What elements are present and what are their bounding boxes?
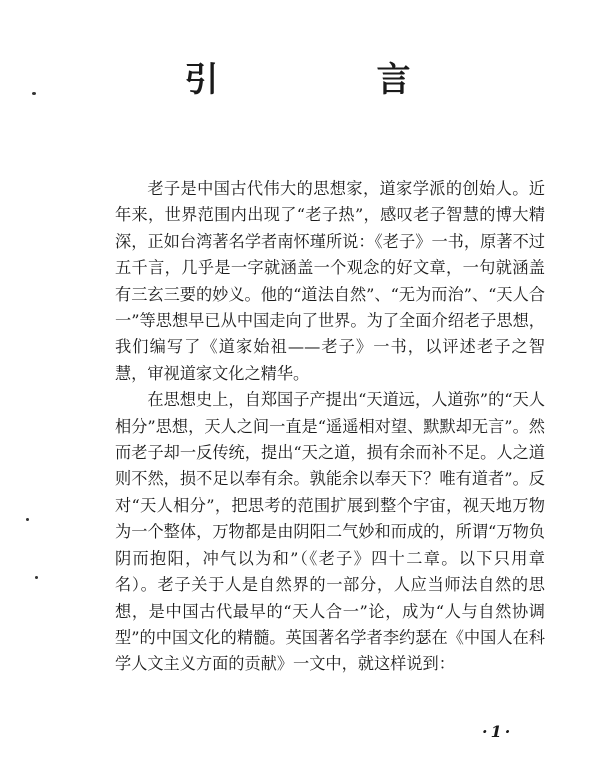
page-title: 引 言 — [184, 60, 473, 100]
page-number: ·1· — [482, 722, 514, 741]
scan-speck — [35, 576, 38, 579]
scan-speck — [26, 518, 29, 521]
paragraph: 老子是中国古代伟大的思想家，道家学派的创始人。近年来，世界范围内出现了“老子热”，感叹老子智慧的博大精深，正如台湾著名学者南怀瑾所说：《老子》一书，原著不过五千言，几乎是一字就涵盖一个观念的好文章，一句就涵盖有三玄三要的妙义。他的“道法自然”、“无为而治”、“天人合一”等思想早已从中国走向了世界。为了全面介绍老子思想，我们编写了《道家始祖——老子》一书，以评述老子之智慧，审视道家文化之精华。 — [115, 179, 545, 383]
body-text — [115, 176, 545, 678]
paragraph: 在思想史上，自郑国子产提出“天道远，人道弥”的“天人相分”思想，天人之间一直是“遥遥相对望、默默却无言”。然而老子却一反传统，提出“天之道，损有余而补不足。人之道则不然，损不足以奉有余。孰能余以奉天下？唯有道者”。反对“天人相分”，把思考的范围扩展到整个宇宙，视天地万物为一个整体，万物都是由阴阳二气妙和而成的，所谓“万物负阴而抱阳，冲气以为和”（《老子》四十二章。以下只用章名）。老子关于人是自然界的一部分，人应当师法自然的思想，是中国古代最早的“天人合一”论，成为“人与自然协调型”的中国文化的精髓。英国著名学者李约瑟在《中国人在科学人文主义方面的贡献》一文中，就这样说到： — [115, 390, 545, 674]
scan-speck — [32, 92, 36, 95]
